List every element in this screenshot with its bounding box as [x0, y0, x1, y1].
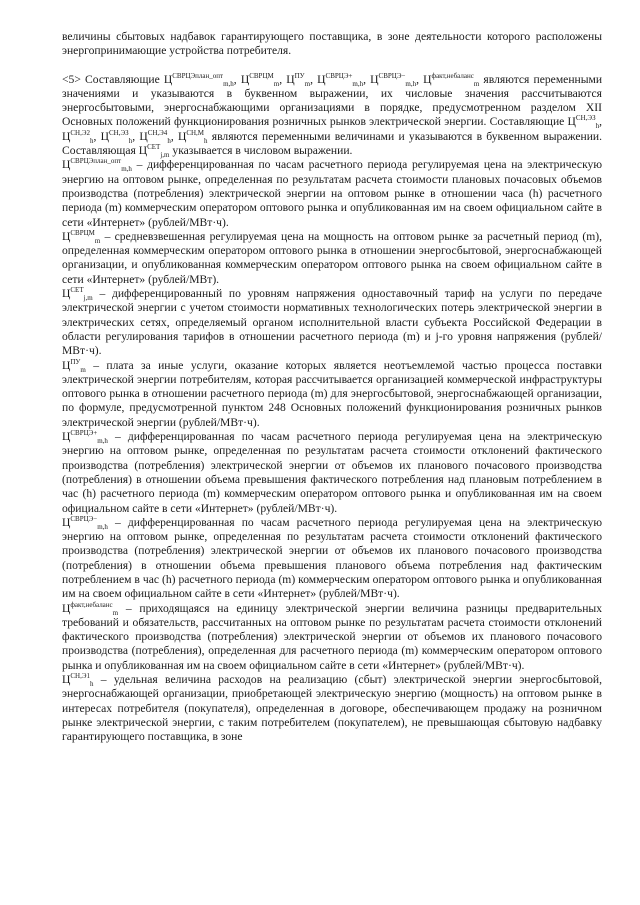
note-text-2: являются переменными величинами и указываются в буквенном выражении. Составляющая	[62, 129, 603, 158]
symbol-svrce-minus: $Ц^{СВРЦЭ-}_{m,h}$	[370, 71, 417, 88]
definition-text: – дифференцированный по уровням напряжения одноставочный тариф на услуги по передаче электрической энергии с учетом стоимости нормативных технологических потерь электрической энергии в электрических сетях, определяемый органом исполнительной власти субъекта Российской Федерации в области регулирования тарифов в отношении расчетного периода (m) и j-го уровня напряжения (рублей/МВт·ч).	[62, 287, 602, 358]
definition-symbol: $Ц^{СВРЦЭ-}_{m,h}$	[62, 514, 108, 531]
symbol-set: $Ц^{СЕТ}_{j,m}$	[138, 143, 170, 160]
symbol-sn-e2: $Ц^{СН,Э2}_h$	[62, 128, 94, 145]
definition-text: – плата за иные услуги, оказание которых является неотъемлемой частью процесса поставки электрической энергии потребителям, которая рассчитывается организацией коммерческой инфраструктуры оптового рынка в отношении расчетного периода (m) для энергосбытовой, энергоснабжающей организации, по формуле, предусмотренной пунктом 248 Основных положений функционирования розничных рынков электрической энергии (рублей/МВт·ч).	[62, 358, 603, 429]
definition-pu	[62, 359, 602, 430]
paragraph-gap	[62, 59, 602, 73]
symbol-sn-e4: $Ц^{СН,Э4}_h$	[139, 128, 171, 145]
symbol-svrce-plus: $Ц^{СВРЦЭ+}_{m,h}$	[317, 71, 364, 88]
definition-svrce-minus	[62, 516, 602, 602]
note-components-word: Составляющие	[85, 72, 160, 86]
definition-symbol: $Ц^{СВРЦЭплан\_опт}_{m,h}$	[62, 157, 132, 174]
definition-text: – дифференцированная по часам расчетного периода регулируемая цена на электрическую энергию на оптовом рынке, определенная по результатам расчета стоимости плановых почасовых объемов производства (потребления) электрической энергии на оптовом рынке в отношении часа (h) расчетного периода (m) коммерческим оператором оптового рынка и опубликованная им на своем официальном сайте в сети «Интернет» (рублей/МВт·ч).	[62, 158, 602, 229]
symbol-pu: $Ц^{ПУ}_m$	[286, 71, 311, 88]
note-text-1: являются переменными значениями и указываются в буквенном выражении, их числовые значения рассчитываются энергосбытовыми, энергоснабжающими организациями в порядке, предусмотренном разделом XII Основных положений функционирования розничных рынков электрической энергии. Составляющие	[62, 72, 603, 129]
note-5: <5> Составляющие $Ц^{СВРЦЭплан\_опт}_{m,h}$, $Ц^{СВРЦМ}_m$, $Ц^{ПУ}_m$, $Ц^{СВРЦЭ+}_{m,h}$, $Ц^{СВРЦЭ-}_{m,h}$, $Ц^{факт,небаланс}_m$ являются переменными значениями и указываются в буквенном выражении, их числовые значения рассчитываются энергосбытовыми, энергоснабжающими организациями в порядке, предусмотренном разделом XII Основных положений функционирования розничных рынков электрической энергии. Составляющие $Ц^{СН,ЭЗ}_h$, $Ц^{СН,Э2}_h$, $Ц^{СН,ЭЗ}_h$, $Ц^{СН,Э4}_h$, $Ц^{СН,М}_h$ являются переменными величинами и указываются в буквенном выражении. Составляющая $Ц^{СЕТ}_{j,m}$ указывается в числовом выражении.	[62, 71, 603, 160]
definition-svrcm	[62, 230, 602, 287]
definition-svrce-plan	[62, 158, 602, 229]
note-text-3: указывается в числовом выражении.	[172, 144, 353, 158]
definition-symbol: $Ц^{СВРЦМ}_m$	[62, 228, 101, 245]
symbol-sn-m: $Ц^{СН,М}_h$	[177, 128, 208, 145]
definition-text: – приходящаяся на единицу электрической энергии величина разницы предварительных требований и обязательств, рассчитанных на оптовом рынке по результатам расчета стоимости отклонений фактического производства (потребления) электрической энергии от объемов их планового почасового производства (потребления), определенная для расчетного периода (m) коммерческим оператором оптового рынка и опубликованная им на своем официальном сайте в сети «Интернет» (рублей/МВт·ч).	[62, 601, 602, 672]
definition-symbol: $Ц^{факт,небаланс}_m$	[62, 600, 119, 617]
definition-svrce-plus	[62, 430, 602, 516]
symbol-svrcm: $Ц^{СВРЦМ}_m$	[240, 71, 280, 88]
definition-text: – дифференцированная по часам расчетного периода регулируемая цена на электрическую энергию на оптовом рынке, определенная по результатам расчета стоимости отклонений фактического производства (потребления) электрической энергии от объемов их планового почасового производства (потребления) в отношении объема превышения планового объема потребления над фактическим потреблением в час (h) расчетного периода (m) коммерческим оператором оптового рынка и опубликованная им на своем официальном сайте в сети «Интернет» (рублей/МВт·ч).	[62, 515, 602, 601]
note-marker: <5>	[62, 72, 81, 86]
definition-sn-e1	[62, 673, 602, 744]
definition-set	[62, 287, 602, 358]
definition-symbol: $Ц^{СЕТ}_{j,m}$	[62, 286, 93, 303]
definition-text: – удельная величина расходов на реализацию (сбыт) электрической энергии энергосбытовой, энергоснабжающей организации, приобретающей электрическую энергию (мощность) на оптовом рынке в интересах потребителя (покупателя), определенная в договоре, обеспечивающем продажу на розничном рынке электрической энергии, с таким потребителем (покупателем), не превышающая сбытовую надбавку гарантирующего поставщика, в зоне	[62, 673, 602, 744]
definition-text: – дифференцированная по часам расчетного периода регулируемая цена на электрическую энергию на оптовом рынке, определенная по результатам расчета стоимости отклонений фактического производства (потребления) электрической энергии от объемов их планового почасового производства (потребления) в отношении объема превышения фактического потребления над плановым потреблением в час (h) расчетного периода (m) коммерческим оператором оптового рынка и опубликованная им на своем официальном сайте в сети «Интернет» (рублей/МВт·ч).	[62, 430, 602, 515]
definition-symbol: $Ц^{ПУ}_m$	[62, 357, 86, 374]
symbol-svrce-plan: $Ц^{СВРЦЭплан\_опт}_{m,h}$	[163, 71, 234, 88]
symbol-sn-e1: $Ц^{СН,ЭЗ}_h$	[567, 114, 600, 131]
intro-continuation: величины сбытовых надбавок гарантирующего поставщика, в зоне деятельности которого расположены энергопринимающие устройства потребителя.	[62, 30, 602, 58]
definition-fact-nebalans	[62, 602, 602, 673]
definition-symbol: $Ц^{СВРЦЭ+}_{m,h}$	[62, 429, 108, 446]
definition-text: – средневзвешенная регулируемая цена на мощность на оптовом рынке за расчетный период (m), определенная коммерческим оператором оптового рынка в отношении энергосбытовой, энергоснабжающей организации, и опубликованная коммерческим оператором оптового рынка на своем официальном сайте в сети «Интернет» (рублей/МВт).	[62, 229, 602, 286]
definition-symbol: $Ц^{СН,Э1}_h$	[62, 672, 94, 689]
symbol-fact-nebalans: $Ц^{факт,небаланс}_m$	[423, 71, 480, 88]
symbol-sn-e3: $Ц^{СН,ЭЗ}_h$	[100, 128, 133, 145]
